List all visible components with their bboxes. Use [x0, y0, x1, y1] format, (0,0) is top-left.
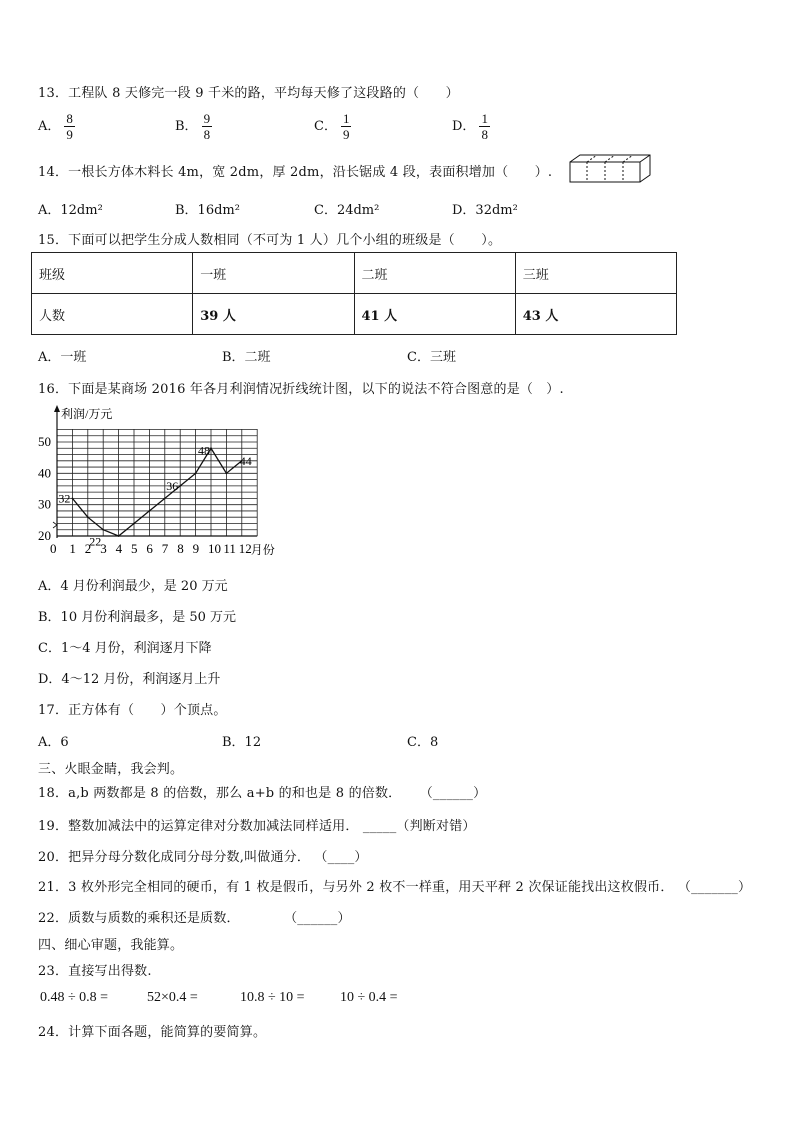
- table-cell: 一班: [193, 253, 354, 294]
- q23-item: 10.8 ÷ 10 =: [240, 990, 305, 1005]
- option-label: B．: [175, 119, 198, 134]
- x-tick-label: 6: [146, 541, 153, 556]
- q23-stem: 23．直接写出得数.: [38, 964, 152, 979]
- q20-answer-blank[interactable]: （____）: [314, 850, 368, 865]
- q22-stem: 22．质数与质数的乘积还是质数．: [38, 911, 240, 926]
- q13-stem: 13．工程队 8 天修完一段 9 千米的路，平均每天修了这段路的（ ）: [38, 86, 459, 101]
- data-point: [195, 472, 197, 474]
- q16-stem: 16．下面是某商场 2016 年各月利润情况折线统计图，以下的说法不符合图意的是（ ）.: [38, 382, 564, 397]
- table-row: [32, 294, 677, 335]
- denominator: 8: [481, 127, 488, 142]
- x-tick-label: 1: [69, 541, 76, 556]
- data-point: [210, 447, 212, 449]
- q16-option-c[interactable]: C．1～4 月份，利润逐月下降: [38, 641, 212, 656]
- q20: [38, 846, 368, 865]
- option-label: C．: [314, 119, 337, 134]
- q14-option-d[interactable]: D．32dm²: [452, 203, 518, 218]
- q13-option-a[interactable]: [38, 111, 75, 142]
- q23-item: 52×0.4 =: [147, 990, 198, 1005]
- y-axis-arrow: [54, 405, 60, 412]
- y-tick-label: 20: [38, 528, 51, 543]
- denominator: 9: [66, 127, 73, 142]
- table-cell: 三班: [515, 253, 676, 294]
- x-tick-label: 9: [192, 541, 200, 556]
- option-label: A．: [38, 119, 61, 134]
- numerator: 9: [203, 111, 211, 126]
- y-tick-label: 50: [38, 434, 51, 449]
- q19: [38, 815, 476, 834]
- q21-stem: 21．3 枚外形完全相同的硬币，有 1 枚是假币，与另外 2 枚不一样重，用天平秤 2 次保证能找出这枚假币．: [38, 880, 674, 895]
- data-point: [149, 510, 151, 512]
- q21: [38, 876, 751, 895]
- data-label: 48: [198, 443, 210, 458]
- data-point: [72, 498, 74, 500]
- q22: [38, 907, 351, 926]
- q17-option-c[interactable]: C．8: [407, 735, 439, 750]
- q17-stem: 17．正方体有（ ）个顶点。: [38, 703, 227, 718]
- data-label: 44: [239, 453, 252, 468]
- y-tick-label: 40: [38, 465, 51, 481]
- q13-option-b[interactable]: [175, 111, 212, 142]
- chart-x-axis-label: 月份: [250, 543, 275, 557]
- table-cell: 39 人: [193, 294, 354, 335]
- table-cell: 班级: [32, 253, 193, 294]
- q17-option-a[interactable]: A．6: [38, 735, 69, 750]
- data-label: 32: [58, 491, 71, 506]
- table-cell: 二班: [354, 253, 515, 294]
- numerator: 8: [66, 111, 73, 126]
- x-tick-label: 5: [131, 541, 138, 556]
- option-label: D．: [452, 119, 476, 134]
- q15-stem: 15．下面可以把学生分成人数相同（不可为 1 人）几个小组的班级是（ ）。: [38, 233, 502, 248]
- q18-answer-blank[interactable]: （______）: [419, 786, 487, 801]
- table-cell: 41 人: [354, 294, 515, 335]
- cuboid-wood-figure: [568, 154, 652, 186]
- q16-option-d[interactable]: D．4～12 月份，利润逐月上升: [38, 672, 221, 687]
- chart-grid: [57, 429, 257, 536]
- q13-option-d[interactable]: [452, 111, 490, 142]
- q22-answer-blank[interactable]: （______）: [284, 911, 351, 926]
- y-tick-label: 30: [38, 496, 51, 512]
- q14-option-c[interactable]: C．24dm²: [314, 203, 380, 218]
- q18: [38, 782, 486, 801]
- x-tick-label: 12: [238, 541, 252, 556]
- q21-answer-blank[interactable]: （_______）: [677, 880, 752, 895]
- x-tick-label: 10: [208, 541, 221, 556]
- data-point: [102, 529, 104, 531]
- fraction: [64, 111, 75, 142]
- q13-option-c[interactable]: [314, 111, 351, 142]
- q14-option-b[interactable]: B．16dm²: [175, 203, 240, 218]
- x-tick-label: 8: [177, 541, 184, 556]
- denominator: 9: [342, 127, 350, 142]
- q20-stem: 20．把异分母分数化成同分母分数,叫做通分．: [38, 850, 311, 865]
- fraction: [341, 111, 352, 142]
- x-tick-label: 4: [115, 541, 123, 556]
- data-label: 36: [166, 478, 179, 493]
- data-label: 22: [89, 534, 102, 549]
- q19-stem: 19．整数加减法中的运算定律对分数加减法同样适用．: [38, 819, 359, 834]
- q15-option-b[interactable]: B．二班: [222, 350, 271, 365]
- x-tick-label: 3: [100, 541, 107, 556]
- q23-item: 0.48 ÷ 0.8 =: [40, 990, 109, 1005]
- chart-y-axis-label: 利润/万元: [61, 407, 113, 421]
- section-4-heading: 四、细心审题，我能算。: [38, 938, 184, 953]
- fraction: [202, 111, 213, 142]
- x-tick-label: 0: [50, 541, 57, 556]
- numerator: 1: [481, 111, 488, 126]
- q23-item: 10 ÷ 0.4 =: [340, 990, 398, 1005]
- section-3-heading: 三、火眼金睛，我会判。: [38, 762, 184, 777]
- q15-option-a[interactable]: A．一班: [38, 350, 87, 365]
- table-row: [32, 253, 677, 294]
- data-point: [179, 485, 181, 487]
- numerator: 1: [342, 111, 350, 126]
- class-table: [31, 252, 677, 335]
- data-point: [164, 498, 166, 500]
- table-cell: 43 人: [515, 294, 676, 335]
- x-tick-label: 2: [84, 541, 92, 556]
- fraction: [479, 111, 490, 142]
- q14-option-a[interactable]: A．12dm²: [38, 203, 103, 218]
- q18-stem: 18．a,b 两数都是 8 的倍数，那么 a+b 的和也是 8 的倍数．: [38, 786, 402, 801]
- q24-stem: 24．计算下面各题，能简算的要简算。: [38, 1025, 267, 1040]
- q14-stem: 14．一根长方体木料长 4m，宽 2dm，厚 2dm，沿长锯成 4 段，表面积增加（ ）.: [38, 165, 553, 180]
- q16-option-b[interactable]: B．10 月份利润最多，是 50 万元: [38, 610, 237, 625]
- data-point: [87, 516, 89, 518]
- q19-answer-blank[interactable]: _____（判断对错）: [362, 819, 476, 834]
- data-point: [226, 472, 228, 474]
- denominator: 8: [203, 127, 211, 142]
- q16-option-a[interactable]: A．4 月份利润最少，是 20 万元: [38, 579, 228, 594]
- profit-line-chart: [30, 402, 290, 562]
- q17-option-b[interactable]: B．12: [222, 735, 262, 750]
- data-point: [118, 535, 120, 537]
- data-point: [133, 523, 135, 525]
- table-cell: 人数: [32, 294, 193, 335]
- q15-option-c[interactable]: C．三班: [407, 350, 456, 365]
- x-tick-label: 11: [223, 541, 236, 556]
- x-tick-label: 7: [161, 541, 169, 556]
